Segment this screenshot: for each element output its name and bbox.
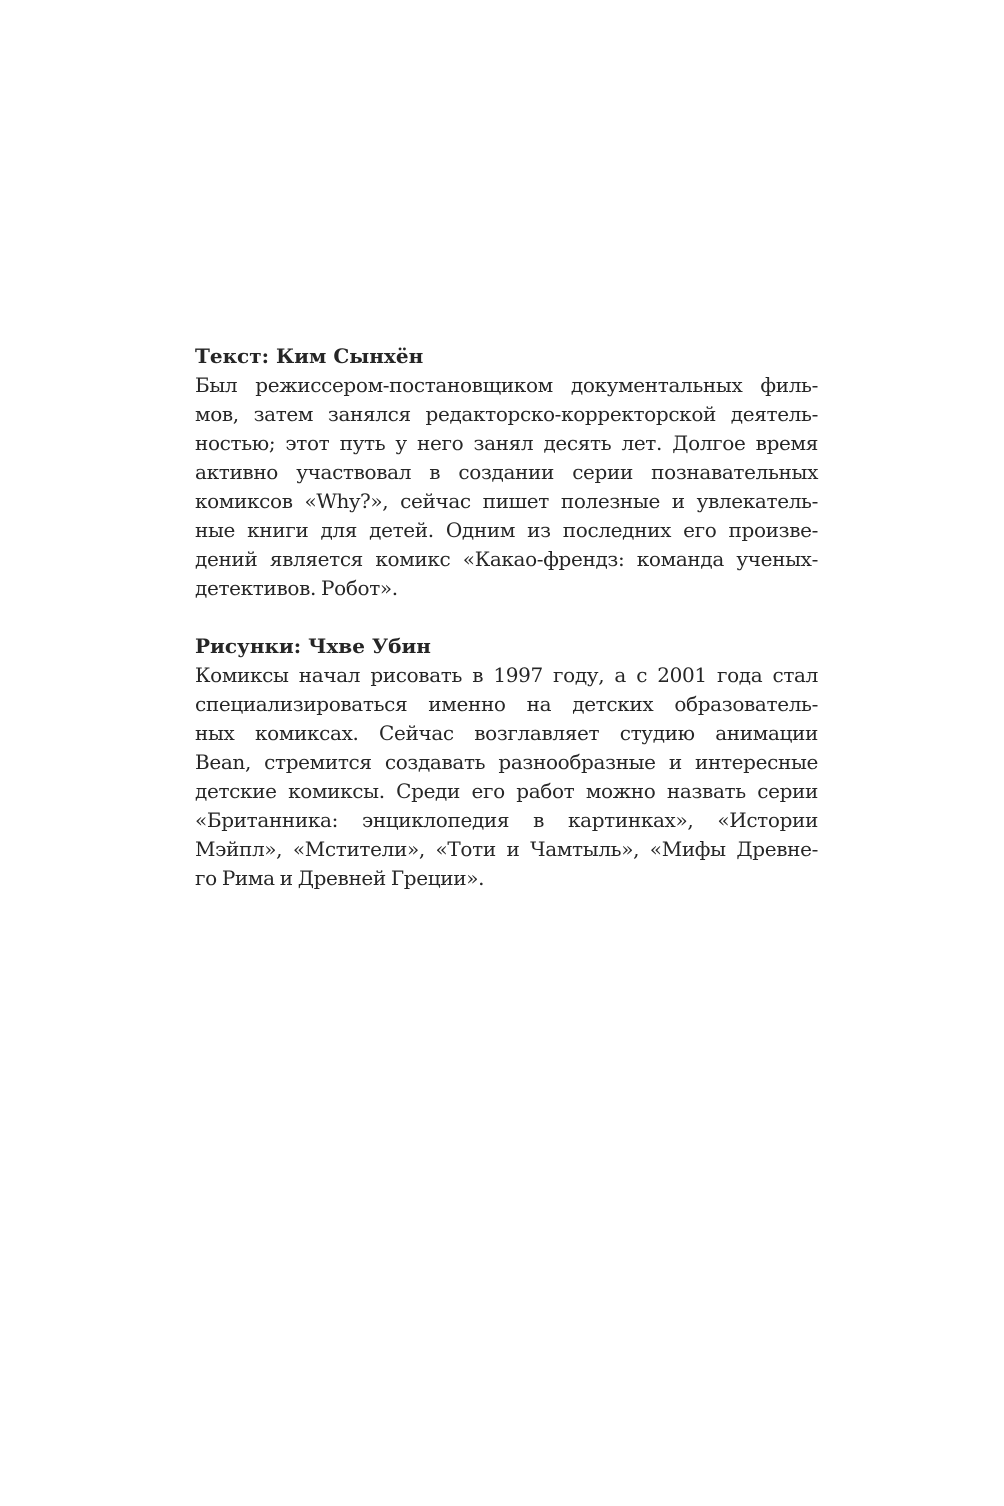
text-line: го Рима и Древней Греции».	[195, 866, 485, 890]
text-line: активно участвовал в создании серии познавательных	[195, 460, 818, 484]
text-line: детективов. Робот».	[195, 576, 398, 600]
text-line: детские комиксы. Среди его работ можно назвать серии	[195, 779, 818, 803]
text-line: Bean, стремится создавать разнообразные и интересные	[195, 750, 818, 774]
illustrator-bio-text	[195, 661, 818, 893]
text-line: ные книги для детей. Одним из последних его произве-	[195, 518, 818, 542]
text-line: специализироваться именно на детских образователь-	[195, 692, 818, 716]
author-heading: Текст: Ким Сынхён	[195, 344, 424, 368]
text-line: дений является комикс «Какао-френдз: команда ученых-	[195, 547, 818, 571]
text-line: «Британника: энциклопедия в картинках», «Истории	[195, 808, 818, 832]
text-line: Был режиссером-постановщиком документальных филь-	[195, 373, 818, 397]
author-bio-block	[195, 342, 818, 893]
illustrator-section	[195, 632, 818, 893]
author-section	[195, 342, 818, 603]
text-line: Комиксы начал рисовать в 1997 году, а с 2001 года стал	[195, 663, 818, 687]
text-line: мов, затем занялся редакторско-корректорской деятель-	[195, 402, 818, 426]
text-line: ностью; этот путь у него занял десять лет. Долгое время	[195, 431, 818, 455]
author-bio-text	[195, 371, 818, 603]
text-line: комиксов «Why?», сейчас пишет полезные и увлекатель-	[195, 489, 818, 513]
illustrator-heading: Рисунки: Чхве Убин	[195, 634, 431, 658]
text-line: Мэйпл», «Мстители», «Тоти и Чамтыль», «Мифы Древне-	[195, 837, 818, 861]
text-line: ных комиксах. Сейчас возглавляет студию анимации	[195, 721, 818, 745]
